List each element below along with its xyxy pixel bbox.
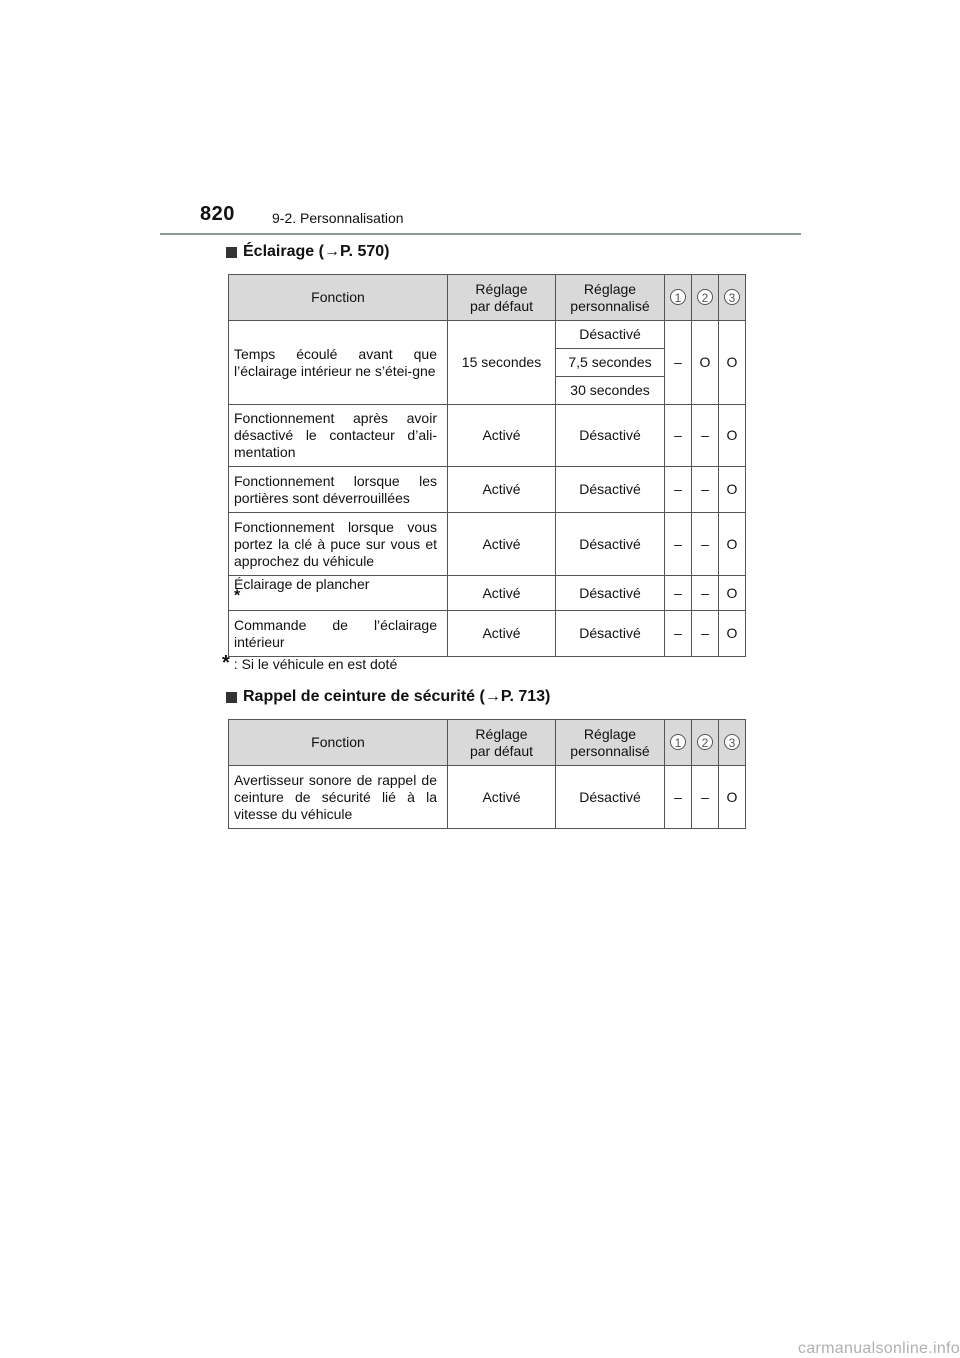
row-custom-cell: Désactivé [556, 766, 665, 829]
table-row [229, 405, 746, 467]
table-row [229, 467, 746, 513]
footnote [222, 652, 398, 674]
row-col2-cell: O [692, 321, 719, 405]
row-col3-cell: O [719, 321, 746, 405]
header-reglage-defaut: Réglage par défaut [448, 275, 556, 321]
footnote-text: : Si le véhicule en est doté [233, 656, 398, 672]
row-function-text: Fonctionnement lorsque vous portez la clé à puce sur vous et approchez du véhicule [234, 518, 437, 569]
page-reference-link[interactable]: P. 570) [339, 243, 390, 260]
page-number: 820 [200, 203, 235, 225]
section-title-eclairage [226, 243, 389, 261]
header-col-1 [665, 275, 692, 321]
bullet-square-icon [226, 247, 237, 258]
row-function-label: Éclairage de plancher [234, 576, 370, 592]
header-col-2 [692, 720, 719, 766]
row-function-text: Fonctionnement lorsque les portières sont déverrouillées [234, 472, 437, 506]
settings-table-rappel-ceinture [228, 719, 746, 829]
row-custom-cell: Désactivé [556, 467, 665, 513]
row-col1-cell: – [665, 766, 692, 829]
row-custom-option: Désactivé [556, 321, 665, 349]
watermark: carmanualsonline.info [798, 1340, 960, 1357]
row-col2-cell: – [692, 576, 719, 611]
circled-3-icon: 3 [724, 289, 740, 305]
row-custom-cell: Désactivé [556, 513, 665, 576]
table-row [229, 766, 746, 829]
bullet-square-icon [226, 692, 237, 703]
row-col1-cell: – [665, 321, 692, 405]
row-custom-cell: Désactivé [556, 405, 665, 467]
row-col3-cell: O [719, 513, 746, 576]
header-rule [160, 233, 801, 235]
table-row [229, 513, 746, 576]
row-function-text: Fonctionnement après avoir désactivé le contacteur d’ali-mentation [234, 410, 437, 460]
row-function-text [234, 576, 437, 610]
circled-1-icon: 1 [670, 289, 686, 305]
row-function-cell [229, 576, 448, 611]
circled-2-icon: 2 [697, 289, 713, 305]
row-col2-cell: – [692, 467, 719, 513]
row-function-text: Avertisseur sonore de rappel de ceinture de sécurité lié à la vitesse du véhicule [234, 771, 437, 822]
header-col-3 [719, 720, 746, 766]
reference-arrow-icon: → [323, 243, 340, 260]
circled-1-icon: 1 [670, 734, 686, 750]
table-row [229, 611, 746, 657]
row-custom-cell: Désactivé [556, 576, 665, 611]
row-default-cell: Activé [448, 611, 556, 657]
table-row [229, 576, 746, 611]
chapter-title: 9-2. Personnalisation [272, 210, 404, 226]
row-col1-cell: – [665, 405, 692, 467]
row-col1-cell: – [665, 611, 692, 657]
row-default-cell: Activé [448, 467, 556, 513]
reference-arrow-icon: → [484, 688, 501, 705]
row-custom-option: 7,5 secondes [556, 349, 665, 377]
row-col3-cell: O [719, 611, 746, 657]
section-title-text: Éclairage ( [243, 243, 324, 260]
header-reglage-defaut: Réglage par défaut [448, 720, 556, 766]
page-reference-link[interactable]: P. 713) [500, 688, 551, 705]
row-function-cell [229, 405, 448, 467]
row-custom-option: 30 secondes [556, 377, 665, 405]
row-function-cell [229, 766, 448, 829]
row-function-cell [229, 513, 448, 576]
row-col1-cell: – [665, 513, 692, 576]
footnote-star: * [222, 652, 230, 674]
row-col2-cell: – [692, 513, 719, 576]
row-col3-cell: O [719, 467, 746, 513]
row-function-cell [229, 611, 448, 657]
row-custom-cell: Désactivé [556, 611, 665, 657]
row-col1-cell: – [665, 467, 692, 513]
section-title-rappel-ceinture [226, 688, 550, 706]
circled-3-icon: 3 [724, 734, 740, 750]
footnote-mark: * [234, 587, 241, 605]
row-default-cell: 15 secondes [448, 321, 556, 405]
circled-2-icon: 2 [697, 734, 713, 750]
row-col3-cell: O [719, 576, 746, 611]
row-default-cell: Activé [448, 576, 556, 611]
row-default-cell: Activé [448, 766, 556, 829]
header-col-1 [665, 720, 692, 766]
header-reglage-personnalise: Réglage personnalisé [556, 720, 665, 766]
row-col2-cell: – [692, 405, 719, 467]
row-function-cell [229, 467, 448, 513]
row-default-cell: Activé [448, 405, 556, 467]
row-col2-cell: – [692, 611, 719, 657]
settings-table-eclairage [228, 274, 746, 657]
table-row [229, 321, 746, 349]
header-fonction: Fonction [229, 720, 448, 766]
row-col3-cell: O [719, 405, 746, 467]
row-function-text: Commande de l’éclairage intérieur [234, 616, 437, 650]
row-col2-cell: – [692, 766, 719, 829]
header-col-3 [719, 275, 746, 321]
row-col3-cell: O [719, 766, 746, 829]
header-reglage-personnalise: Réglage personnalisé [556, 275, 665, 321]
row-function-text: Temps écoulé avant que l’éclairage intérieur ne s’étei-gne [234, 345, 437, 379]
section-title-text: Rappel de ceinture de sécurité ( [243, 688, 485, 705]
row-function-cell [229, 321, 448, 405]
header-col-2 [692, 275, 719, 321]
row-col1-cell: – [665, 576, 692, 611]
header-fonction: Fonction [229, 275, 448, 321]
row-default-cell: Activé [448, 513, 556, 576]
